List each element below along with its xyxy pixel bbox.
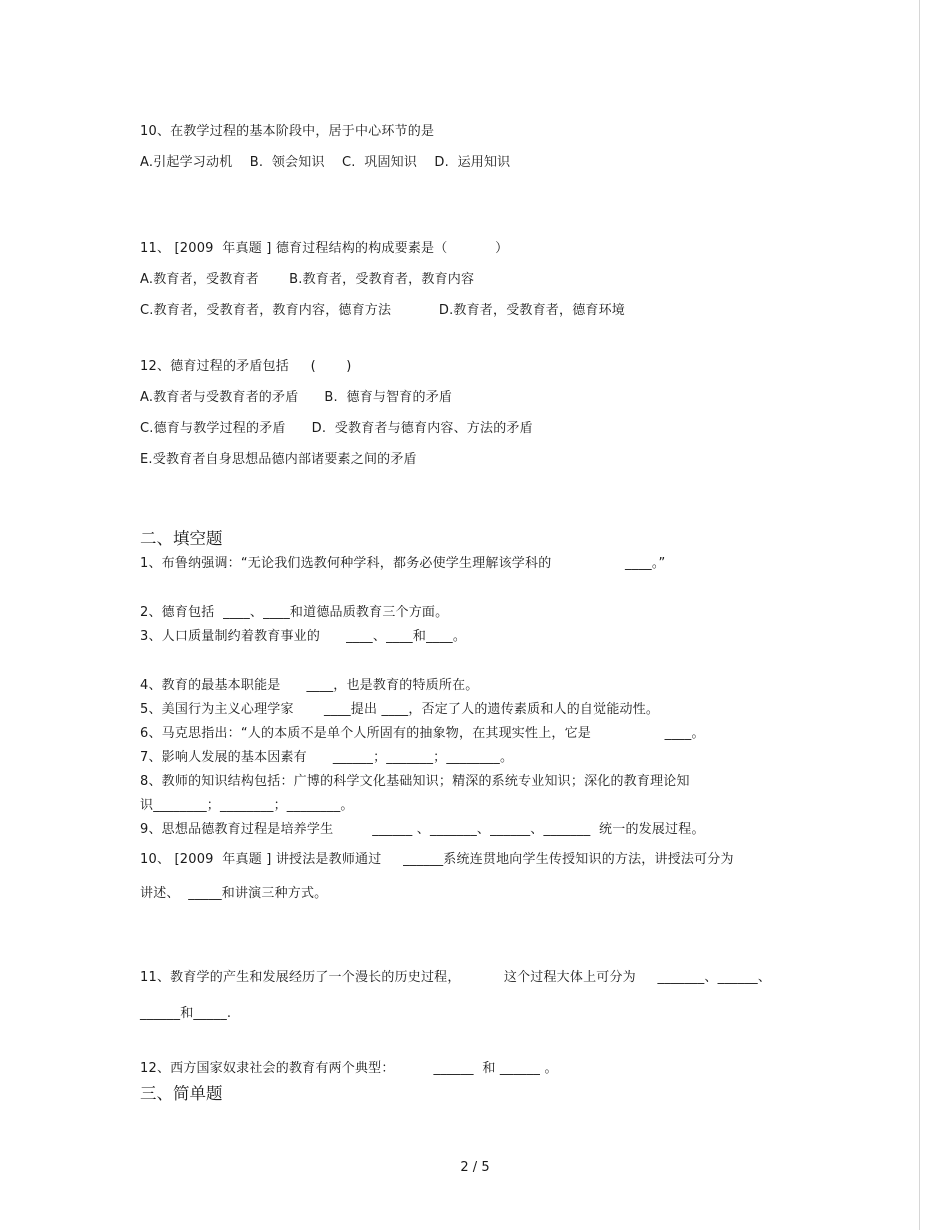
question-12-options-3: E.受教育者自身思想品德内部诸要素之间的矛盾 — [140, 452, 417, 467]
fill-item-11: 11、教育学的产生和发展经历了一个漫长的历史过程， 这个过程大体上可分为 _______、______、 — [140, 970, 772, 985]
question-10-stem: 10、在教学过程的基本阶段中，居于中心环节的是 — [140, 124, 435, 139]
fill-item-4: 4、教育的最基本职能是 ____，也是教育的特质所在。 — [140, 678, 479, 693]
fill-item-3: 3、人口质量制约着教育事业的 ____、____和____。 — [140, 629, 467, 644]
section-3-heading: 三、简单题 — [140, 1084, 223, 1103]
fill-item-2: 2、德育包括 ____、____和道德品质教育三个方面。 — [140, 605, 449, 620]
fill-item-1: 1、布鲁纳强调：“无论我们选教何种学科，都务必使学生理解该学科的 ____。” — [140, 556, 666, 571]
fill-item-11-continued: ______和_____. — [140, 1006, 232, 1021]
question-12-options-1: A.教育者与受教育者的矛盾 B. 德育与智育的矛盾 — [140, 390, 453, 405]
fill-item-10-continued: 讲述、 _____和讲演三种方式。 — [140, 886, 328, 901]
fill-item-7: 7、影响人发展的基本因素有 ______；_______；________。 — [140, 750, 514, 765]
question-10-options: A.引起学习动机 B. 领会知识 C. 巩固知识 D. 运用知识 — [140, 155, 511, 170]
question-12-options-2: C.德育与教学过程的矛盾 D. 受教育者与德育内容、方法的矛盾 — [140, 421, 533, 436]
page-number: 2 / 5 — [460, 1160, 490, 1175]
fill-item-12: 12、西方国家奴隶社会的教育有两个典型： ______ 和 ______ 。 — [140, 1061, 558, 1076]
fill-item-6: 6、马克思指出：“人的本质不是单个人所固有的抽象物，在其现实性上，它是 ____。 — [140, 726, 705, 741]
question-11-options-2: C.教育者，受教育者，教育内容，德育方法 D.教育者，受教育者，德育环境 — [140, 303, 626, 318]
page-edge — [919, 0, 920, 1230]
question-12-stem: 12、德育过程的矛盾包括 ( ) — [140, 359, 352, 374]
fill-item-8-continued: 识________；________；________。 — [140, 798, 354, 813]
fill-item-10: 10、 [2009 年真题 ] 讲授法是教师通过 ______系统连贯地向学生传授知识的方法，讲授法可分为 — [140, 852, 734, 867]
question-11-options-1: A.教育者，受教育者 B.教育者，受教育者，教育内容 — [140, 272, 475, 287]
fill-item-9: 9、思想品德教育过程是培养学生 ______ 、_______、______、_______ 统一的发展过程。 — [140, 822, 705, 837]
fill-item-8: 8、教师的知识结构包括：广博的科学文化基础知识；精深的系统专业知识；深化的教育理论知 — [140, 774, 690, 789]
fill-item-5: 5、美国行为主义心理学家 ____提出 ____，否定了人的遗传素质和人的自觉能动性。 — [140, 702, 660, 717]
section-2-heading: 二、填空题 — [140, 529, 223, 548]
question-11-stem: 11、 [2009 年真题 ] 德育过程结构的构成要素是（ ） — [140, 241, 509, 256]
